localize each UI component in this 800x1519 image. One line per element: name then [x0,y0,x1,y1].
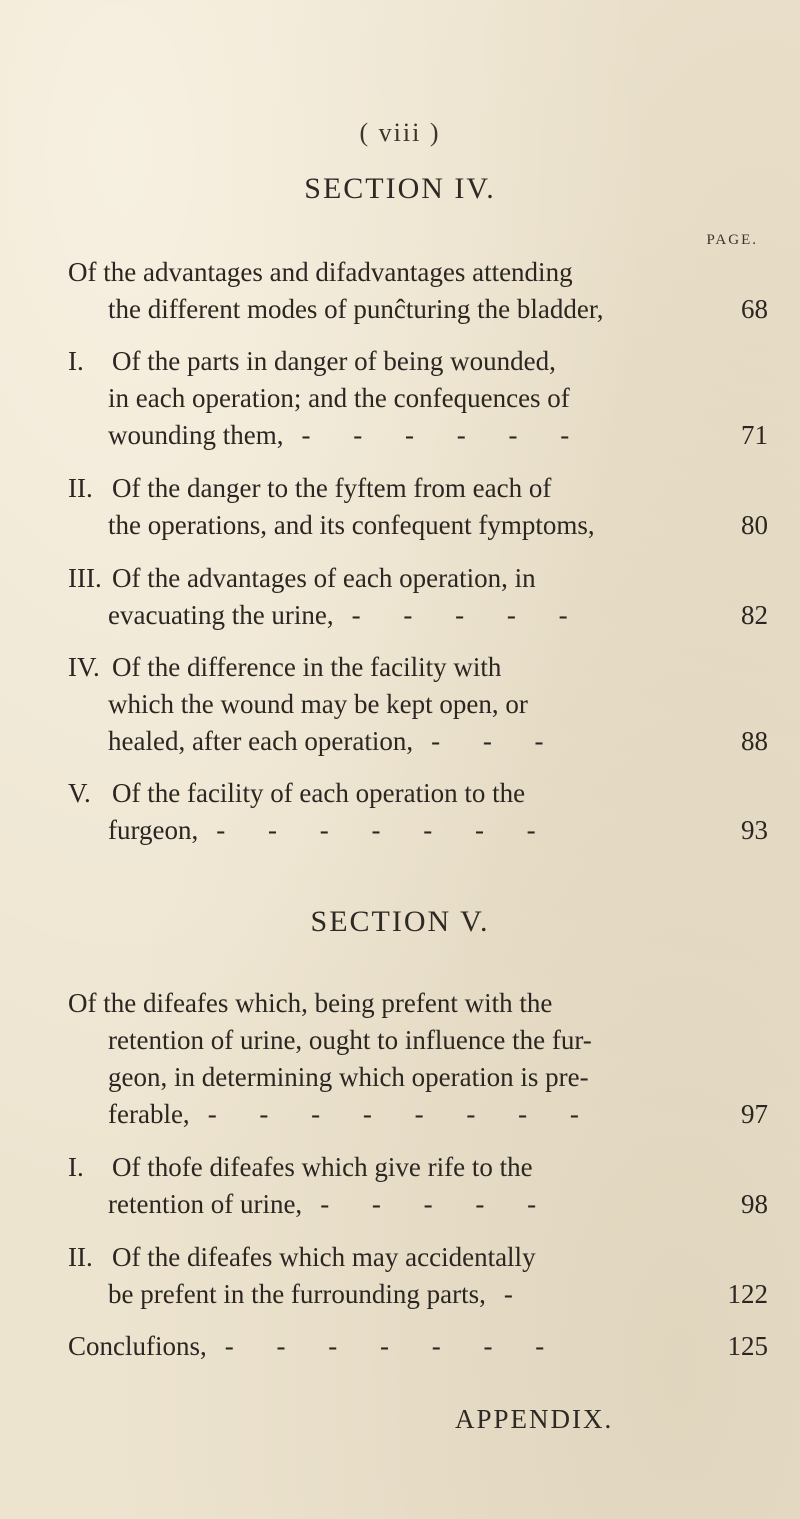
entry-line: geon, in determining which operation is pre- [108,1062,589,1092]
entry-line: retention of urine, - - - - - 98 [68,1186,768,1223]
item-numeral: II. [68,473,93,503]
leader-dots: - - - - - - - [224,1331,563,1361]
entry-line: II. Of the difeafes which may accidentally [68,1239,768,1276]
entry-line: III. Of the advantages of each operation, in [68,560,768,597]
entry-line: Of the advantages and difadvantages attending [68,257,573,287]
entry-line: Of the difeafes which, being prefent with the [68,988,553,1018]
item-numeral: II. [68,1242,93,1272]
entry-line: in each operation; and the confequences of [108,383,570,413]
page-column-label: PAGE. [706,232,758,248]
page-number: 80 [741,510,768,540]
leader-dots: - [503,1279,531,1309]
page-number: 93 [741,815,768,845]
section-v-title: SECTION V. [310,905,490,938]
item-numeral: V. [68,778,91,808]
section-iv-item-2 [68,470,768,544]
entry-line: the different modes of punĉturing the bladder, 68 [68,291,768,328]
leader-dots: - - - - - - - - [207,1099,597,1129]
entry-line: ferable, - - - - - - - - 97 [68,1096,768,1133]
entry-line: be prefent in the furrounding parts, - 122 [68,1276,768,1313]
page-number: 125 [727,1331,768,1361]
page-number: 82 [741,600,768,630]
entry-line: which the wound may be kept open, or [108,689,528,719]
section-v-item-1 [68,1149,768,1223]
section-iv-intro-entry [68,254,768,328]
catchword: APPENDIX. [455,1404,614,1434]
page-number: 97 [741,1099,768,1129]
leader-dots: - - - - - - [301,420,588,450]
section-iv-item-3 [68,560,768,634]
entry-line: IV. Of the difference in the facility with [68,649,768,686]
entry-line: I. Of the parts in danger of being wounded, [68,343,768,380]
item-numeral: I. [68,346,84,376]
section-v-intro-entry [68,985,768,1133]
leader-dots: - - - - - [320,1189,555,1219]
entry-line: furgeon, - - - - - - - 93 [68,812,768,849]
item-numeral: IV. [68,652,100,682]
entry-line: Conclufions, - - - - - - - 125 [68,1328,768,1365]
section-iv-item-4 [68,649,768,760]
page-number: 68 [741,294,768,324]
running-head: ( viii ) [359,118,441,147]
section-iv-item-1 [68,343,768,454]
section-iv-item-5 [68,775,768,849]
entry-line: wounding them, - - - - - - 71 [68,417,768,454]
entry-line: II. Of the danger to the fyftem from each of [68,470,768,507]
entry-line: healed, after each operation, - - - 88 [68,723,768,760]
leader-dots: - - - - - [351,600,586,630]
entry-line: evacuating the urine, - - - - - 82 [68,597,768,634]
entry-line: the operations, and its confequent fymptoms, 80 [68,507,768,544]
item-numeral: I. [68,1152,84,1182]
page-number: 122 [727,1279,768,1309]
page-number: 98 [741,1189,768,1219]
leader-dots: - - - [431,726,562,756]
entry-line: I. Of thofe difeafes which give rife to the [68,1149,768,1186]
item-numeral: III. [68,563,102,593]
entry-line: retention of urine, ought to influence the fur- [108,1025,592,1055]
page-number: 71 [741,420,768,450]
entry-line: V. Of the facility of each operation to the [68,775,768,812]
conclusions-entry [68,1328,768,1365]
page-number: 88 [741,726,768,756]
section-iv-title: SECTION IV. [304,172,496,205]
section-v-item-2 [68,1239,768,1313]
leader-dots: - - - - - - - [216,815,554,845]
